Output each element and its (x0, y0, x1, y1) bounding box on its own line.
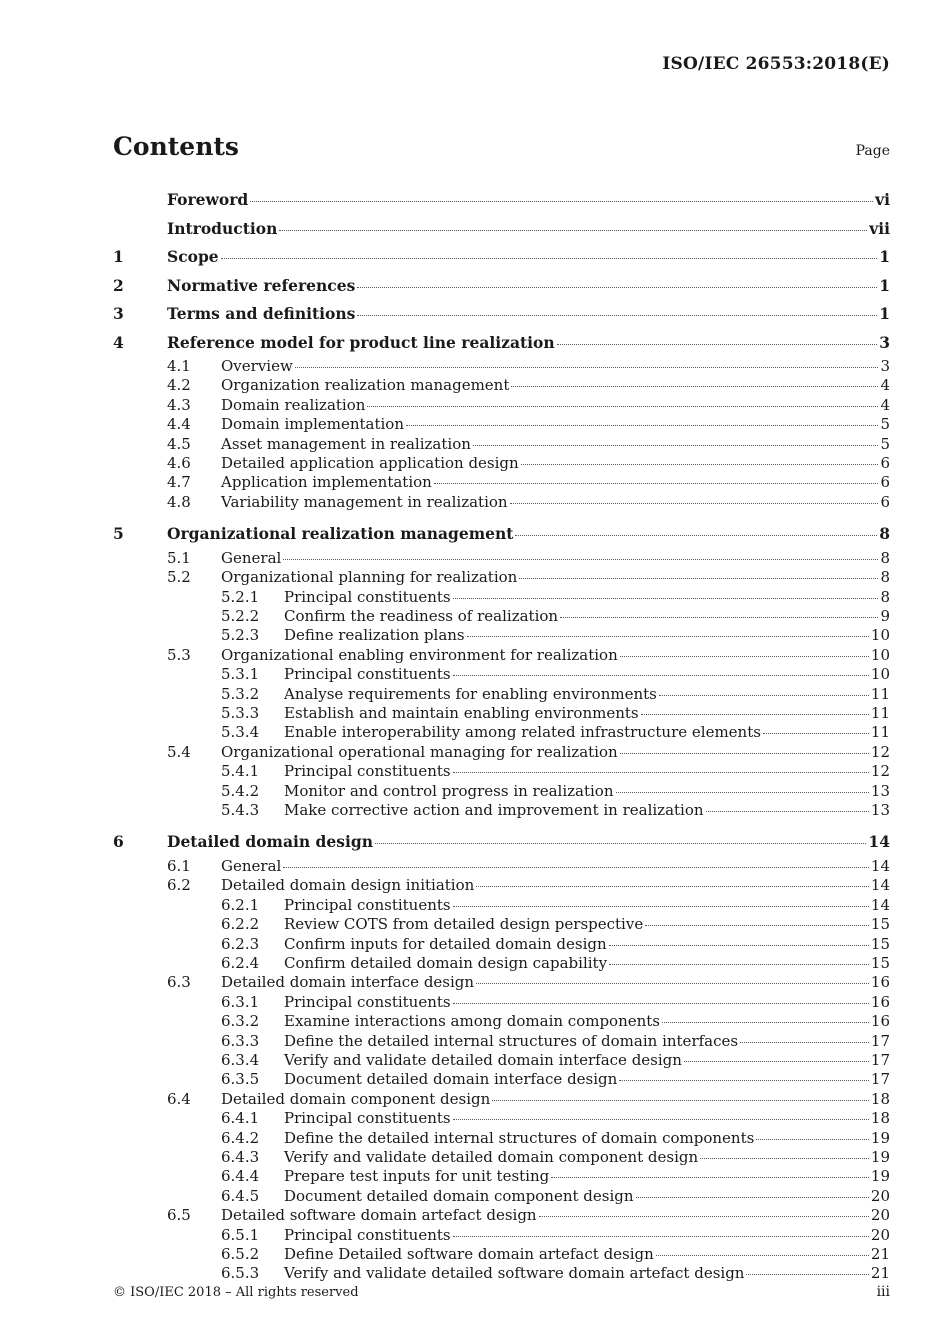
toc-entry[interactable] (113, 607, 890, 626)
toc-entry-number: 5 (113, 524, 124, 544)
section-gap (113, 512, 890, 520)
dot-leader (620, 753, 869, 754)
toc-entry-page: 10 (870, 665, 890, 684)
toc-entry-title: Organizational enabling environment for realization (221, 645, 618, 664)
section-gap (113, 820, 890, 828)
toc-entry-number: 6.3.1 (221, 992, 260, 1011)
dot-leader (367, 406, 878, 407)
toc-entry-number: 4.3 (167, 395, 191, 414)
toc-entry-number: 6.4.4 (221, 1167, 260, 1186)
toc-entry[interactable] (113, 493, 890, 512)
toc-entry[interactable] (113, 1148, 890, 1167)
toc-entry-page: 13 (870, 801, 890, 820)
toc-entry-title: Establish and maintain enabling environments (284, 704, 639, 722)
toc-entry-number: 5.3.2 (221, 684, 260, 703)
dot-leader (492, 1100, 869, 1101)
toc-entry-title: Confirm detailed domain design capability (284, 953, 608, 972)
toc-entry[interactable] (113, 973, 890, 992)
dot-leader (279, 230, 867, 231)
toc-entry[interactable] (113, 357, 890, 376)
dot-leader (283, 559, 878, 560)
dot-leader (453, 1236, 869, 1237)
toc-entry-page: 18 (870, 1109, 890, 1128)
toc-entry-title: Verify and validate detailed domain interface design (284, 1051, 682, 1069)
toc-entry-page: 8 (880, 548, 890, 567)
toc-entry-number: 6.3.5 (221, 1070, 260, 1089)
toc-entry-number: 4.5 (167, 434, 191, 453)
toc-entry-number: 6.4 (167, 1089, 191, 1108)
dot-leader (763, 733, 869, 734)
toc-entry-page: 21 (870, 1245, 890, 1264)
toc-entry-page: 15 (870, 934, 890, 953)
toc-entry[interactable] (113, 954, 890, 973)
toc-entry-title: Detailed domain component design (221, 1089, 491, 1108)
toc-entry-title: Domain realization (221, 395, 366, 414)
toc-entry-number: 3 (113, 304, 124, 323)
toc-entry-title: Introduction (167, 218, 278, 238)
toc-entry-number: 6.5.1 (221, 1225, 260, 1244)
dot-leader (700, 1158, 869, 1159)
toc-entry-number: 5.2.2 (221, 606, 260, 625)
dot-leader (616, 792, 869, 793)
toc-entry-title: Principal constituents (284, 665, 451, 684)
toc-entry-number: 5.2.3 (221, 626, 260, 645)
toc-entry[interactable] (113, 1245, 890, 1264)
dot-leader (551, 1177, 869, 1178)
toc-entry-number: 5.4.2 (221, 781, 260, 800)
toc-entry-title: Detailed application application design (221, 454, 519, 473)
dot-leader (746, 1274, 868, 1275)
toc-entry-title: Application implementation (221, 473, 432, 492)
toc-entry-number: 5.3.4 (221, 723, 260, 742)
toc-entry-page: 1 (879, 275, 890, 295)
toc-entry-title: Verify and validate detailed software domain artefact design (284, 1264, 745, 1283)
toc-entry[interactable] (113, 549, 890, 568)
toc-entry[interactable] (113, 626, 890, 645)
toc-entry-number: 6.2.3 (221, 934, 260, 953)
toc-entry-page: 1 (879, 247, 890, 266)
dot-leader (521, 464, 879, 465)
toc-entry[interactable] (113, 723, 890, 742)
toc-entry[interactable] (113, 1226, 890, 1245)
toc-entry-number: 5.4 (167, 742, 191, 761)
toc-entry[interactable] (113, 300, 890, 329)
toc-entry[interactable] (113, 828, 890, 857)
toc-entry-number: 6 (113, 832, 124, 852)
toc-entry-page: 10 (870, 645, 890, 664)
dot-leader (283, 867, 869, 868)
toc-entry[interactable] (113, 801, 890, 820)
toc-entry-number: 6.5.3 (221, 1264, 260, 1283)
toc-entry-number: 4.6 (167, 454, 191, 473)
dot-leader (659, 695, 869, 696)
toc-entry-title: Organizational realization management (167, 524, 514, 544)
toc-entry[interactable] (113, 1109, 890, 1128)
toc-entry[interactable] (113, 762, 890, 781)
toc-entry[interactable] (113, 568, 890, 587)
toc-entry[interactable] (113, 915, 890, 934)
toc-entry-number: 5.2.1 (221, 587, 260, 606)
toc-entry-title: Overview (221, 357, 293, 375)
toc-entry-number: 6.5 (167, 1206, 191, 1225)
dot-leader (221, 258, 878, 259)
toc-entry-title: Variability management in realization (221, 492, 508, 511)
toc-entry-title: Principal constituents (284, 1109, 451, 1128)
toc-entry-page: 14 (870, 895, 890, 914)
toc-entry[interactable] (113, 1264, 890, 1283)
toc-entry-number: 5.4.1 (221, 762, 260, 781)
toc-entry-number: 6.3 (167, 973, 191, 992)
toc-entry-title: Make corrective action and improvement in realization (284, 801, 704, 820)
toc-entry-number: 6.2.1 (221, 895, 260, 914)
toc-entry-page: 5 (880, 415, 890, 434)
toc-entry-number: 6.3.2 (221, 1012, 260, 1031)
dot-leader (511, 386, 878, 387)
toc-entry[interactable] (113, 415, 890, 434)
toc-entry-page: 3 (879, 332, 890, 352)
toc-entry[interactable] (113, 685, 890, 704)
toc-entry[interactable] (113, 454, 890, 473)
toc-entry[interactable] (113, 1070, 890, 1089)
dot-leader (476, 886, 869, 887)
toc-entry[interactable] (113, 935, 890, 954)
toc-entry-page: 21 (870, 1264, 890, 1283)
toc-entry-page: 14 (868, 832, 890, 852)
copyright-notice: © ISO/IEC 2018 – All rights reserved (113, 1285, 359, 1300)
toc-entry-title: Verify and validate detailed domain component design (284, 1148, 699, 1167)
toc-entry-title: Detailed domain design initiation (221, 876, 475, 895)
dot-leader (539, 1216, 869, 1217)
dot-leader (620, 656, 869, 657)
dot-leader (684, 1061, 869, 1062)
toc-entry-title: Terms and definitions (167, 304, 356, 323)
toc-entry-page: 11 (870, 684, 890, 703)
toc-entry-number: 4.8 (167, 492, 191, 511)
dot-leader (453, 1003, 869, 1004)
toc-entry-page: 11 (870, 704, 890, 722)
toc-entry[interactable] (113, 704, 890, 723)
toc-entry-title: Principal constituents (284, 1225, 451, 1244)
toc-entry-title: Principal constituents (284, 992, 451, 1011)
dot-leader (609, 964, 869, 965)
toc-entry-title: Detailed domain design (167, 832, 373, 852)
toc-entry-number: 5.3.1 (221, 665, 260, 684)
toc-entry-page: 3 (880, 357, 890, 375)
toc-entry[interactable] (113, 329, 890, 358)
toc-entry-title: Asset management in realization (221, 434, 471, 453)
toc-entry-page: 8 (880, 587, 890, 606)
toc-entry-title: Organizational planning for realization (221, 568, 518, 587)
toc-entry-title: Define the detailed internal structures of domain components (284, 1128, 755, 1147)
dot-leader (473, 445, 879, 446)
toc-entry-number: 6.3.3 (221, 1031, 260, 1050)
dot-leader (467, 636, 869, 637)
toc-entry-title: Foreword (167, 190, 249, 209)
toc-entry[interactable] (113, 876, 890, 895)
toc-entry-page: 6 (880, 492, 890, 511)
toc-entry-number: 6.2 (167, 876, 191, 895)
dot-leader (510, 503, 879, 504)
toc-entry-title: Confirm the readiness of realization (284, 606, 559, 625)
dot-leader (662, 1022, 869, 1023)
toc-entry-title: Confirm inputs for detailed domain design (284, 934, 607, 953)
toc-entry-title: Examine interactions among domain components (284, 1012, 661, 1031)
dot-leader (636, 1197, 869, 1198)
toc-entry-page: 12 (870, 742, 890, 761)
toc-entry[interactable] (113, 1206, 890, 1225)
toc-entry-page: 6 (880, 454, 890, 473)
toc-entry[interactable] (113, 588, 890, 607)
toc-entry-page: 9 (880, 606, 890, 625)
dot-leader (519, 578, 878, 579)
toc-entry-title: Scope (167, 247, 219, 266)
toc-entry-page: vii (869, 218, 890, 238)
toc-entry-title: Document detailed domain component design (284, 1186, 634, 1205)
dot-leader (375, 843, 866, 844)
page-title: Contents (113, 132, 240, 161)
toc-entry[interactable] (113, 665, 890, 684)
dot-leader (453, 906, 869, 907)
toc-entry-number: 5.3.3 (221, 704, 260, 722)
toc-entry-number: 6.2.4 (221, 953, 260, 972)
toc-entry-page: 4 (880, 395, 890, 414)
dot-leader (250, 201, 873, 202)
toc-entry[interactable] (113, 1090, 890, 1109)
toc-entry-page: 15 (870, 915, 890, 934)
dot-leader (609, 945, 869, 946)
toc-entry[interactable] (113, 857, 890, 876)
toc-entry[interactable] (113, 782, 890, 801)
toc-entry-title: Define realization plans (284, 626, 465, 645)
toc-entry-number: 6.1 (167, 856, 191, 875)
toc-entry[interactable] (113, 396, 890, 415)
toc-entry-title: Prepare test inputs for unit testing (284, 1167, 550, 1186)
dot-leader (453, 598, 879, 599)
toc-entry-number: 4.7 (167, 473, 191, 492)
toc-entry-title: Organization realization management (221, 376, 510, 395)
toc-entry-title: Organizational operational managing for realization (221, 742, 618, 761)
toc-entry[interactable] (113, 1051, 890, 1070)
toc-entry-title: Define Detailed software domain artefact design (284, 1245, 654, 1264)
dot-leader (641, 714, 869, 715)
toc-entry-page: 14 (870, 856, 890, 875)
toc-entry-page: 4 (880, 376, 890, 395)
dot-leader (706, 811, 869, 812)
toc-entry[interactable] (113, 1012, 890, 1031)
dot-leader (357, 315, 877, 316)
toc-entry-page: 20 (870, 1206, 890, 1225)
toc-entry-page: 17 (870, 1070, 890, 1089)
toc-entry-title: Document detailed domain interface design (284, 1070, 618, 1089)
dot-leader (434, 483, 879, 484)
toc-entry-title: Reference model for product line realization (167, 332, 555, 352)
dot-leader (645, 925, 869, 926)
toc-entry[interactable] (113, 520, 890, 549)
toc-entry-page: 19 (870, 1128, 890, 1147)
toc-entry-page: 10 (870, 626, 890, 645)
toc-entry-title: Define the detailed internal structures of domain interfaces (284, 1031, 739, 1050)
toc-entry-title: Enable interoperability among related infrastructure elements (284, 723, 761, 742)
toc-entry-page: 19 (870, 1167, 890, 1186)
toc-entry-title: Monitor and control progress in realization (284, 781, 614, 800)
toc-entry-title: Analyse requirements for enabling environments (284, 684, 657, 703)
toc-entry-number: 6.4.1 (221, 1109, 260, 1128)
dot-leader (453, 772, 869, 773)
dot-leader (740, 1042, 869, 1043)
dot-leader (619, 1080, 869, 1081)
page-column-label: Page (855, 143, 890, 159)
toc-entry-page: 19 (870, 1148, 890, 1167)
dot-leader (557, 344, 878, 345)
dot-leader (406, 425, 878, 426)
toc-entry-number: 4 (113, 332, 124, 352)
dot-leader (357, 287, 877, 288)
toc-entry-number: 2 (113, 275, 124, 295)
toc-entry-number: 5.4.3 (221, 801, 260, 820)
toc-entry[interactable] (113, 1129, 890, 1148)
toc-entry-number: 4.1 (167, 357, 191, 375)
toc-entry-page: vi (875, 190, 890, 209)
toc-entry-number: 6.5.2 (221, 1245, 260, 1264)
toc-entry-page: 16 (870, 973, 890, 992)
toc-entry-page: 6 (880, 473, 890, 492)
toc-entry-number: 5.2 (167, 568, 191, 587)
toc-entry[interactable] (113, 646, 890, 665)
toc-entry[interactable] (113, 1167, 890, 1186)
toc-entry-title: Principal constituents (284, 587, 451, 606)
toc-entry-page: 17 (870, 1051, 890, 1069)
toc-entry-number: 6.2.2 (221, 915, 260, 934)
toc-entry-number: 4.2 (167, 376, 191, 395)
toc-entry[interactable] (113, 243, 890, 272)
toc-entry-number: 6.3.4 (221, 1051, 260, 1069)
dot-leader (453, 1119, 869, 1120)
dot-leader (453, 675, 869, 676)
toc-entry-page: 16 (870, 1012, 890, 1031)
toc-entry-title: Review COTS from detailed design perspective (284, 915, 644, 934)
toc-entry-page: 13 (870, 781, 890, 800)
toc-entry-page: 8 (880, 568, 890, 587)
toc-entry-title: General (221, 548, 282, 567)
dot-leader (515, 535, 877, 536)
toc-entry-title: General (221, 856, 282, 875)
toc-entry-title: Normative references (167, 275, 356, 295)
toc-entry-number: 4.4 (167, 415, 191, 434)
toc-entry-number: 6.4.5 (221, 1186, 260, 1205)
toc-entry[interactable] (113, 1032, 890, 1051)
toc-entry-page: 5 (880, 434, 890, 453)
toc-entry-page: 20 (870, 1225, 890, 1244)
toc-entry-number: 5.3 (167, 645, 191, 664)
toc-entry[interactable] (113, 896, 890, 915)
dot-leader (656, 1255, 869, 1256)
toc-entry-page: 20 (870, 1186, 890, 1205)
toc-entry-number: 6.4.2 (221, 1128, 260, 1147)
toc-entry[interactable] (113, 743, 890, 762)
toc-entry-number: 1 (113, 247, 124, 266)
toc-entry[interactable] (113, 993, 890, 1012)
toc-entry-page: 16 (870, 992, 890, 1011)
toc-entry[interactable] (113, 272, 890, 301)
toc-entry-title: Detailed software domain artefact design (221, 1206, 537, 1225)
toc-entry-page: 1 (879, 304, 890, 323)
toc-entry-page: 15 (870, 953, 890, 972)
toc-entry-title: Domain implementation (221, 415, 404, 434)
dot-leader (560, 617, 878, 618)
dot-leader (295, 367, 879, 368)
toc-entry-page: 11 (870, 723, 890, 742)
toc-entry-page: 18 (870, 1089, 890, 1108)
dot-leader (476, 983, 869, 984)
toc-entry-title: Detailed domain interface design (221, 973, 475, 992)
toc-entry-title: Principal constituents (284, 762, 451, 781)
toc-entry[interactable] (113, 215, 890, 244)
toc-entry-number: 5.1 (167, 548, 191, 567)
toc-entry[interactable] (113, 1187, 890, 1206)
toc-entry[interactable] (113, 186, 890, 215)
toc-entry[interactable] (113, 473, 890, 492)
toc-entry-number: 6.4.3 (221, 1148, 260, 1167)
table-of-contents (113, 186, 890, 1284)
toc-entry-page: 14 (870, 876, 890, 895)
document-identifier: ISO/IEC 26553:2018(E) (662, 54, 890, 74)
toc-entry-page: 12 (870, 762, 890, 781)
toc-entry-title: Principal constituents (284, 895, 451, 914)
toc-entry[interactable] (113, 435, 890, 454)
dot-leader (756, 1139, 869, 1140)
page-number: iii (876, 1284, 890, 1300)
toc-entry-page: 8 (879, 524, 890, 544)
toc-entry-page: 17 (870, 1031, 890, 1050)
toc-entry[interactable] (113, 376, 890, 395)
